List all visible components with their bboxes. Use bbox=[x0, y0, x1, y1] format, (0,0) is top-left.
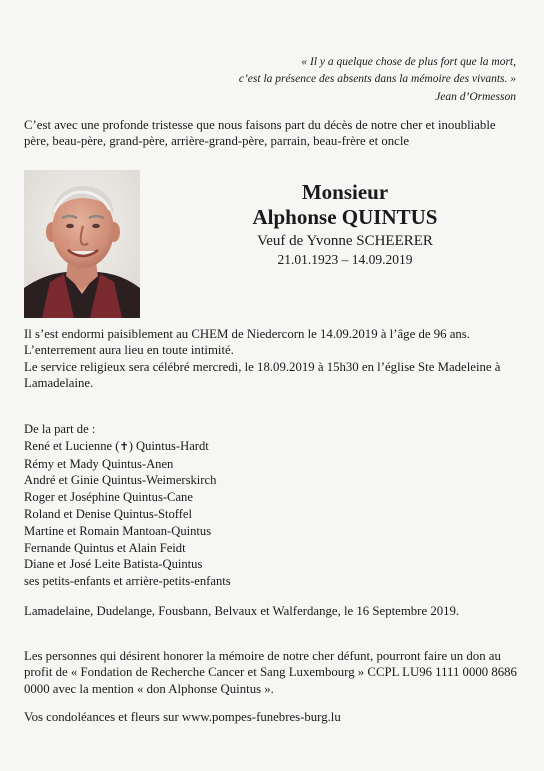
family-member: André et Ginie Quintus-Weimerskirch bbox=[24, 473, 217, 488]
family-member-after: ) Quintus-Hardt bbox=[128, 438, 209, 453]
family-heading: De la part de : bbox=[24, 422, 96, 436]
quote-author: Jean d’Ormesson bbox=[435, 91, 516, 103]
quote-line-1: « Il y a quelque chose de plus fort que la mort, bbox=[301, 56, 516, 68]
family-list bbox=[24, 421, 504, 590]
spouse-line: Veuf de Yvonne SCHEERER bbox=[257, 233, 433, 249]
epigraph-quote bbox=[156, 54, 516, 106]
condolences-text: Vos condoléances et fleurs sur www.pompes-funebres-burg.lu bbox=[24, 710, 341, 724]
place-and-date: Lamadelaine, Dudelange, Fousbann, Belvaux et Walferdange, le 16 Septembre 2019. bbox=[24, 604, 460, 618]
family-member: Fernande Quintus et Alain Feidt bbox=[24, 540, 186, 555]
family-member: Roland et Denise Quintus-Stoffel bbox=[24, 506, 193, 521]
honorific-title: Monsieur bbox=[301, 180, 389, 204]
family-member bbox=[24, 438, 504, 456]
intro-text: C’est avec une profonde tristesse que nous faisons part du décès de notre cher et inoubliable père, beau-père, grand-père, arrière-grand-père, parrain, beau-frère et oncle bbox=[24, 118, 496, 148]
family-member: Roger et Joséphine Quintus-Cane bbox=[24, 490, 193, 505]
deceased-name: Alphonse QUINTUS bbox=[252, 205, 438, 229]
family-member: Rémy et Mady Quintus-Anen bbox=[24, 456, 174, 471]
portrait-photo bbox=[24, 170, 140, 318]
service-paragraph: Le service religieux sera célébré mercredi, le 18.09.2019 à 15h30 en l’église Ste Madeleine à Lamadelaine. bbox=[24, 359, 501, 390]
burial-paragraph: L’enterrement aura lieu en toute intimité. bbox=[24, 343, 234, 358]
family-member-before: René et Lucienne ( bbox=[24, 438, 120, 453]
grandchildren-line: ses petits-enfants et arrière-petits-enfants bbox=[24, 574, 231, 589]
announcement-body bbox=[24, 326, 524, 391]
deceased-name-block bbox=[200, 180, 490, 268]
donation-text: Les personnes qui désirent honorer la mémoire de notre cher défunt, pourront faire un don au profit de « Fondation de Recherche Cancer et Sang Luxembourg » CCPL LU96 1111 0000 8686 0000 avec la mention « don Alphonse Quintus ». bbox=[24, 649, 517, 696]
death-paragraph: Il s’est endormi paisiblement au CHEM de Niedercorn le 14.09.2019 à l’âge de 96 ans. bbox=[24, 327, 470, 341]
family-member: Diane et José Leite Batista-Quintus bbox=[24, 557, 203, 572]
family-member: Martine et Romain Mantoan-Quintus bbox=[24, 523, 212, 538]
life-dates: 21.01.1923 – 14.09.2019 bbox=[277, 252, 413, 267]
quote-line-2: c’est la présence des absents dans la mémoire des vivants. » bbox=[238, 73, 516, 85]
cross-icon: ✝ bbox=[119, 439, 129, 453]
